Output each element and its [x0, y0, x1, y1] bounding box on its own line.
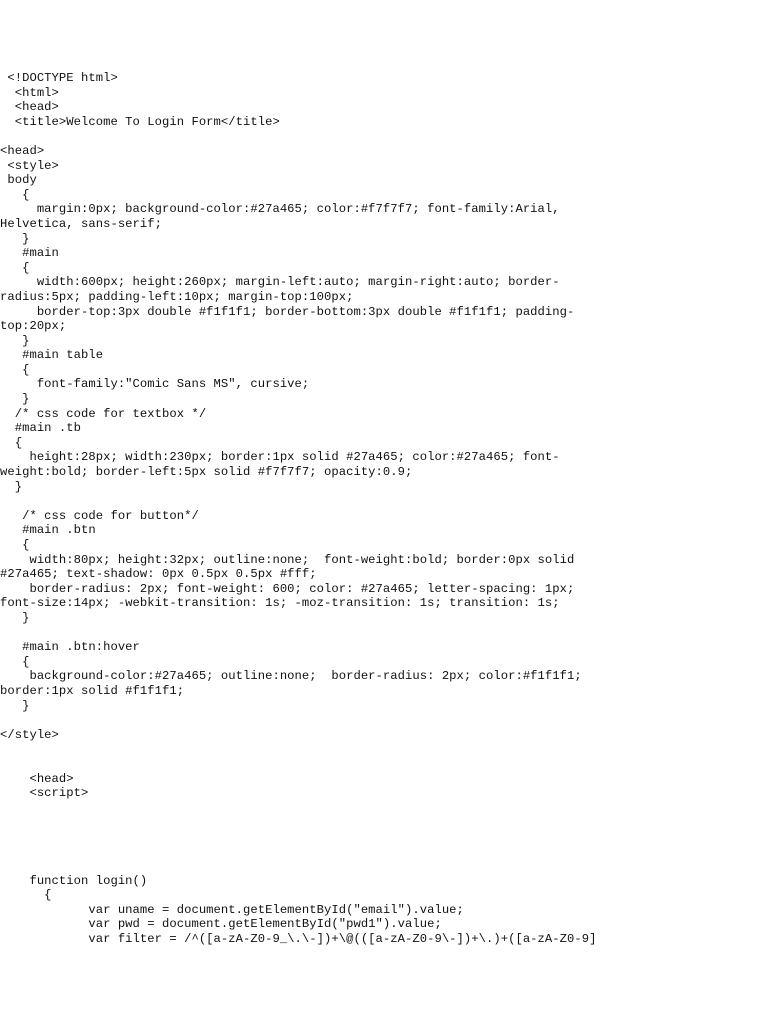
- code-line: {: [0, 538, 30, 552]
- code-line: {: [0, 187, 30, 202]
- code-line: function login(): [0, 873, 148, 888]
- code-line: font-family:"Comic Sans MS", cursive;: [0, 377, 310, 392]
- code-line: [0, 801, 768, 816]
- code-line: #27a465; text-shadow: 0px 0.5px 0.5px #fff;: [0, 567, 317, 582]
- code-line: }: [0, 610, 30, 625]
- code-line: }: [0, 698, 30, 713]
- code-line: }: [0, 392, 30, 407]
- code-line: <head>: [0, 143, 45, 158]
- code-line: top:20px;: [0, 319, 67, 334]
- code-line: #main .tb: [0, 421, 82, 436]
- code-line: [0, 129, 768, 144]
- code-line: radius:5px; padding-left:10px; margin-top:100px;: [0, 289, 354, 304]
- code-line: <!DOCTYPE html>: [0, 71, 118, 85]
- code-line: {: [0, 888, 52, 903]
- code-text-block: [0, 71, 768, 947]
- code-line: #main: [0, 246, 59, 261]
- code-line: {: [0, 654, 30, 669]
- code-line: {: [0, 260, 30, 275]
- code-line: [0, 830, 768, 845]
- code-line: [0, 713, 768, 728]
- code-line: </style>: [0, 727, 59, 742]
- code-line: var uname = document.getElementById("email").value;: [0, 902, 464, 917]
- code-line: <head>: [0, 100, 59, 115]
- code-line: var filter = /^([a-zA-Z0-9_\.\-])+\@(([a-zA-Z0-9\-])+\.)+([a-zA-Z0-9]: [0, 932, 597, 947]
- code-line: height:28px; width:230px; border:1px solid #27a465; color:#27a465; font-: [0, 450, 560, 465]
- code-line: body: [0, 173, 37, 188]
- code-line: width:600px; height:260px; margin-left:auto; margin-right:auto; border-: [0, 275, 560, 290]
- code-line: [0, 494, 768, 509]
- code-line: [0, 757, 768, 772]
- code-line: <script>: [0, 786, 89, 801]
- code-line: [0, 815, 768, 830]
- code-line: #main .btn: [0, 523, 96, 538]
- code-line: background-color:#27a465; outline:none; border-radius: 2px; color:#f1f1f1;: [0, 669, 582, 684]
- code-line: [0, 626, 768, 641]
- code-line: [0, 859, 768, 874]
- code-line: margin:0px; background-color:#27a465; color:#f7f7f7; font-family:Arial,: [0, 202, 560, 217]
- code-line: {: [0, 362, 30, 377]
- code-line: /* css code for textbox */: [0, 406, 207, 421]
- code-line: [0, 742, 768, 757]
- code-line: }: [0, 333, 30, 348]
- code-line: }: [0, 479, 23, 494]
- code-line: #main table: [0, 348, 104, 363]
- code-line: {: [0, 435, 23, 450]
- code-line: border:1px solid #f1f1f1;: [0, 683, 185, 698]
- code-line: }: [0, 231, 30, 246]
- code-line: <head>: [0, 771, 74, 786]
- code-line: <style>: [0, 158, 59, 173]
- code-line: /* css code for button*/: [0, 508, 199, 523]
- code-line: <html>: [0, 85, 59, 100]
- code-line: weight:bold; border-left:5px solid #f7f7f7; opacity:0.9;: [0, 465, 413, 480]
- code-line: [0, 844, 768, 859]
- code-line: <title>Welcome To Login Form</title>: [0, 114, 280, 129]
- code-line: border-top:3px double #f1f1f1; border-bottom:3px double #f1f1f1; padding-: [0, 304, 575, 319]
- code-line: Helvetica, sans-serif;: [0, 216, 163, 231]
- code-line: width:80px; height:32px; outline:none; font-weight:bold; border:0px solid: [0, 552, 575, 567]
- code-line: font-size:14px; -webkit-transition: 1s; -moz-transition: 1s; transition: 1s;: [0, 596, 560, 611]
- code-line: var pwd = document.getElementById("pwd1").value;: [0, 917, 442, 932]
- code-line: #main .btn:hover: [0, 640, 140, 655]
- code-line: border-radius: 2px; font-weight: 600; color: #27a465; letter-spacing: 1px;: [0, 581, 575, 596]
